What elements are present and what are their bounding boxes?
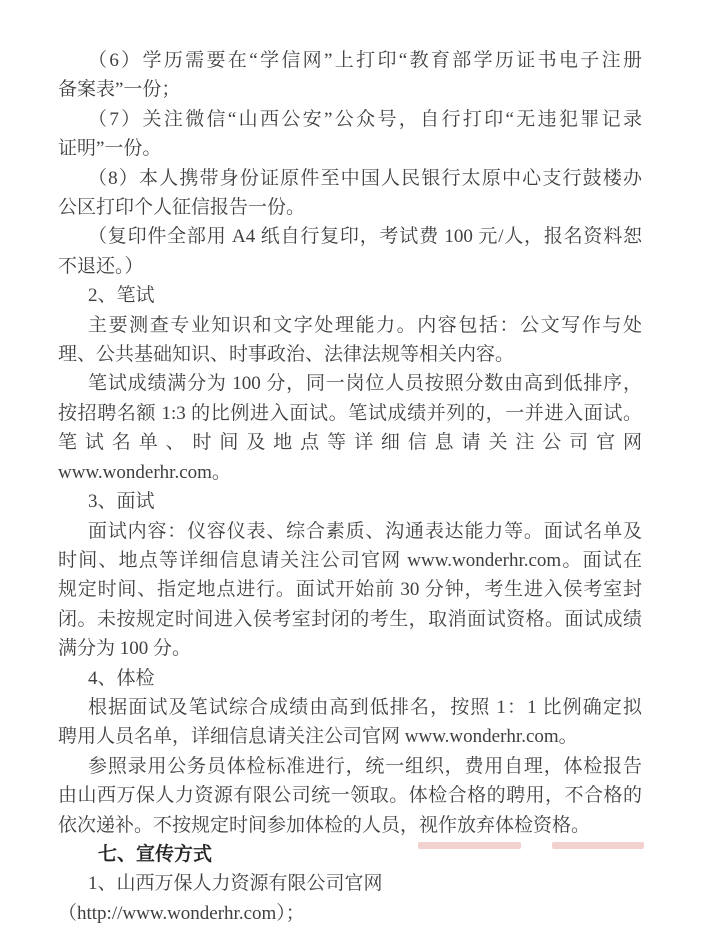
text-line: 闭。未按规定时间进入侯考室封闭的考生，取消面试资格。面试成绩 [58, 608, 642, 630]
list-item-interview: 3、面试 [88, 491, 155, 513]
text-line: 时间、地点等详细信息请关注公司官网 www.wonderhr.com。面试在 [58, 549, 642, 571]
text-flow [58, 46, 642, 928]
text-line: 规定时间、指定地点进行。面试开始前 30 分钟，考生进入侯考室封 [58, 579, 642, 601]
text-line: 不退还。） [58, 255, 144, 277]
text-line: 参照录用公务员体检标准进行，统一组织，费用自理，体检报告 [88, 755, 642, 777]
pink-highlight-mark [418, 842, 521, 849]
text-line: （8）本人携带身份证原件至中国人民银行太原中心支行鼓楼办 [88, 167, 642, 189]
website-url-text: www.wonderhr.com。 [58, 461, 231, 483]
text-line: 依次递补。不按规定时间参加体检的人员，视作放弃体检资格。 [58, 814, 591, 836]
text-line: （7）关注微信“山西公安”公众号，自行打印“无违犯罪记录 [88, 108, 642, 130]
website-url-text: （http://www.wonderhr.com）； [58, 902, 305, 924]
text-line: 笔试成绩满分为 100 分，同一岗位人员按照分数由高到低排序， [88, 373, 642, 395]
text-line: 由山西万保人力资源有限公司统一领取。体检合格的聘用，不合格的 [58, 785, 642, 807]
text-line: 理、公共基础知识、时事政治、法律法规等相关内容。 [58, 344, 515, 366]
text-line: 1、山西万保人力资源有限公司官网 [88, 873, 383, 895]
text-line: 按招聘名额 1:3 的比例进入面试。笔试成绩并列的，一并进入面试。 [58, 402, 642, 424]
text-line: 聘用人员名单，详细信息请关注公司官网 www.wonderhr.com。 [58, 726, 578, 748]
text-line: 证明”一份。 [58, 138, 162, 160]
text-line: 根据面试及笔试综合成绩由高到低排名，按照 1：1 比例确定拟 [88, 696, 642, 718]
list-item-written-test: 2、笔试 [88, 285, 155, 307]
section-heading: 七、宣传方式 [98, 843, 213, 865]
text-line: 主要测查专业知识和文字处理能力。内容包括：公文写作与处 [88, 314, 642, 336]
text-line: 笔试名单、时间及地点等详细信息请关注公司官网 [58, 432, 642, 454]
text-line: 备案表”一份； [58, 79, 181, 101]
text-line: 满分为 100 分。 [58, 638, 192, 660]
text-line: 面试内容：仪容仪表、综合素质、沟通表达能力等。面试名单及 [88, 520, 642, 542]
pink-highlight-mark [552, 842, 644, 849]
list-item-physical-exam: 4、体检 [88, 667, 155, 689]
text-line: （复印件全部用 A4 纸自行复印，考试费 100 元/人，报名资料恕 [88, 226, 642, 248]
text-line: （6）学历需要在“学信网”上打印“教育部学历证书电子注册 [88, 50, 642, 71]
text-line: 公区打印个人征信报告一份。 [58, 197, 306, 219]
